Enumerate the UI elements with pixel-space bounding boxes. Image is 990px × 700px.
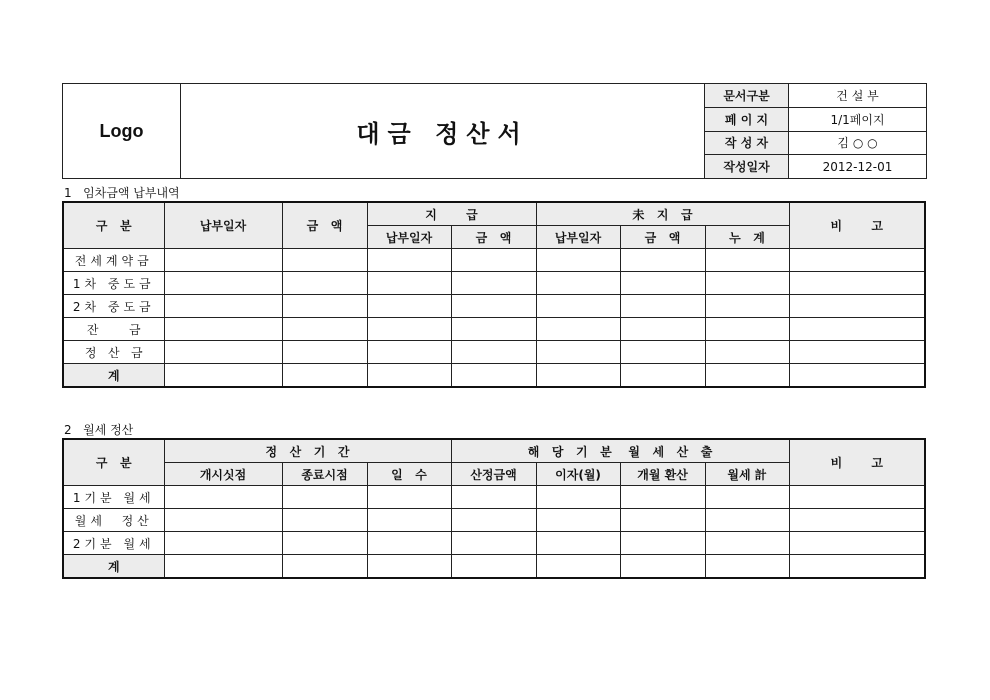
cell[interactable] — [789, 318, 925, 341]
header-amount: 금 액 — [282, 202, 367, 249]
row-label: 1기분 월세 — [63, 486, 164, 509]
cell[interactable] — [536, 364, 620, 388]
cell[interactable] — [164, 295, 282, 318]
cell[interactable] — [367, 486, 451, 509]
cell[interactable] — [451, 272, 536, 295]
row-label: 전세계약금 — [63, 249, 164, 272]
cell[interactable] — [705, 249, 789, 272]
cell[interactable] — [789, 341, 925, 364]
cell[interactable] — [367, 249, 451, 272]
cell[interactable] — [164, 532, 282, 555]
table-row — [63, 295, 925, 318]
cell[interactable] — [282, 295, 367, 318]
table-row — [63, 272, 925, 295]
row-label: 월세 정산 — [63, 509, 164, 532]
total-label: 계 — [63, 555, 164, 579]
cell[interactable] — [451, 486, 536, 509]
cell[interactable] — [282, 249, 367, 272]
table-row — [63, 318, 925, 341]
cell[interactable] — [620, 318, 705, 341]
cell[interactable] — [367, 509, 451, 532]
cell[interactable] — [451, 249, 536, 272]
cell[interactable] — [282, 555, 367, 579]
cell[interactable] — [367, 532, 451, 555]
cell[interactable] — [164, 509, 282, 532]
row-label: 2차 중도금 — [63, 295, 164, 318]
cell[interactable] — [620, 555, 705, 579]
cell[interactable] — [620, 295, 705, 318]
cell[interactable] — [367, 341, 451, 364]
cell[interactable] — [705, 295, 789, 318]
table-row — [63, 341, 925, 364]
cell[interactable] — [164, 555, 282, 579]
document-title: 대금 정산서 — [181, 84, 705, 179]
cell[interactable] — [536, 341, 620, 364]
header-calc-group: 해 당 기 분 월 세 산 출 — [451, 439, 789, 463]
header-unpaid-date: 납부일자 — [536, 226, 620, 249]
header-remark: 비 고 — [789, 202, 925, 249]
header-paid-group: 지 급 — [367, 202, 536, 226]
header-paid-date: 납부일자 — [367, 226, 451, 249]
cell[interactable] — [536, 532, 620, 555]
cell[interactable] — [620, 341, 705, 364]
table-row — [63, 249, 925, 272]
cell[interactable] — [620, 249, 705, 272]
cell[interactable] — [620, 532, 705, 555]
header-calc-amount: 산정금액 — [451, 463, 536, 486]
header-unpaid-total: 누 계 — [705, 226, 789, 249]
table-row — [63, 509, 925, 532]
cell[interactable] — [451, 341, 536, 364]
header-category: 구 분 — [63, 202, 164, 249]
cell[interactable] — [164, 272, 282, 295]
header-pay-date: 납부일자 — [164, 202, 282, 249]
logo: Logo — [63, 84, 181, 179]
row-label: 정 산 금 — [63, 341, 164, 364]
cell[interactable] — [282, 509, 367, 532]
monthly-rent-table — [62, 438, 926, 579]
cell[interactable] — [367, 364, 451, 388]
header-period-group: 정 산 기 간 — [164, 439, 451, 463]
cell[interactable] — [451, 532, 536, 555]
field-label-page: 페 이 지 — [705, 107, 789, 131]
header-monthly-total: 월세 計 — [705, 463, 789, 486]
cell[interactable] — [705, 509, 789, 532]
cell[interactable] — [705, 341, 789, 364]
cell[interactable] — [536, 555, 620, 579]
cell[interactable] — [536, 509, 620, 532]
cell[interactable] — [367, 318, 451, 341]
cell[interactable] — [705, 532, 789, 555]
row-label: 잔 금 — [63, 318, 164, 341]
field-label-doc-type: 문서구분 — [705, 84, 789, 108]
cell[interactable] — [451, 555, 536, 579]
cell[interactable] — [789, 295, 925, 318]
field-value-page: 1/1페이지 — [789, 107, 927, 131]
cell[interactable] — [789, 364, 925, 388]
cell[interactable] — [620, 509, 705, 532]
cell[interactable] — [705, 318, 789, 341]
cell[interactable] — [789, 249, 925, 272]
total-row — [63, 364, 925, 388]
row-label: 1차 중도금 — [63, 272, 164, 295]
cell[interactable] — [367, 295, 451, 318]
cell[interactable] — [789, 555, 925, 579]
cell[interactable] — [282, 341, 367, 364]
table-row — [63, 486, 925, 509]
cell[interactable] — [789, 509, 925, 532]
cell[interactable] — [705, 555, 789, 579]
cell[interactable] — [789, 272, 925, 295]
header-category: 구 분 — [63, 439, 164, 486]
cell[interactable] — [451, 295, 536, 318]
document-header — [62, 83, 927, 179]
header-end: 종료시점 — [282, 463, 367, 486]
cell[interactable] — [620, 272, 705, 295]
table-row — [63, 532, 925, 555]
cell[interactable] — [536, 295, 620, 318]
field-value-date: 2012-12-01 — [789, 155, 927, 179]
header-interest: 이자(월) — [536, 463, 620, 486]
section1-title: 1 임차금액 납부내역 — [64, 186, 180, 200]
cell[interactable] — [282, 532, 367, 555]
cell[interactable] — [705, 272, 789, 295]
cell[interactable] — [164, 486, 282, 509]
cell[interactable] — [164, 341, 282, 364]
cell[interactable] — [164, 364, 282, 388]
cell[interactable] — [451, 364, 536, 388]
total-label: 계 — [63, 364, 164, 388]
header-unpaid-amount: 금 액 — [620, 226, 705, 249]
field-label-date: 작성일자 — [705, 155, 789, 179]
cell[interactable] — [536, 272, 620, 295]
cell[interactable] — [705, 486, 789, 509]
cell[interactable] — [367, 272, 451, 295]
header-monthly-conv: 개월 환산 — [620, 463, 705, 486]
cell[interactable] — [789, 486, 925, 509]
rent-payment-table — [62, 201, 926, 388]
field-value-doc-type: 건 설 부 — [789, 84, 927, 108]
cell[interactable] — [536, 249, 620, 272]
cell[interactable] — [164, 318, 282, 341]
cell[interactable] — [282, 318, 367, 341]
section2-title: 2 월세 정산 — [64, 423, 134, 437]
cell[interactable] — [164, 249, 282, 272]
cell[interactable] — [620, 486, 705, 509]
field-value-author: 김 ○ ○ — [789, 131, 927, 155]
total-row — [63, 555, 925, 579]
cell[interactable] — [451, 318, 536, 341]
cell[interactable] — [451, 509, 536, 532]
cell[interactable] — [367, 555, 451, 579]
cell[interactable] — [789, 532, 925, 555]
cell[interactable] — [282, 364, 367, 388]
cell[interactable] — [705, 364, 789, 388]
cell[interactable] — [620, 364, 705, 388]
field-label-author: 작 성 자 — [705, 131, 789, 155]
cell[interactable] — [536, 318, 620, 341]
cell[interactable] — [282, 272, 367, 295]
cell[interactable] — [282, 486, 367, 509]
row-label: 2기분 월세 — [63, 532, 164, 555]
header-paid-amount: 금 액 — [451, 226, 536, 249]
header-remark: 비 고 — [789, 439, 925, 486]
cell[interactable] — [536, 486, 620, 509]
header-days: 일 수 — [367, 463, 451, 486]
header-unpaid-group: 未 지 급 — [536, 202, 789, 226]
header-start: 개시싯점 — [164, 463, 282, 486]
